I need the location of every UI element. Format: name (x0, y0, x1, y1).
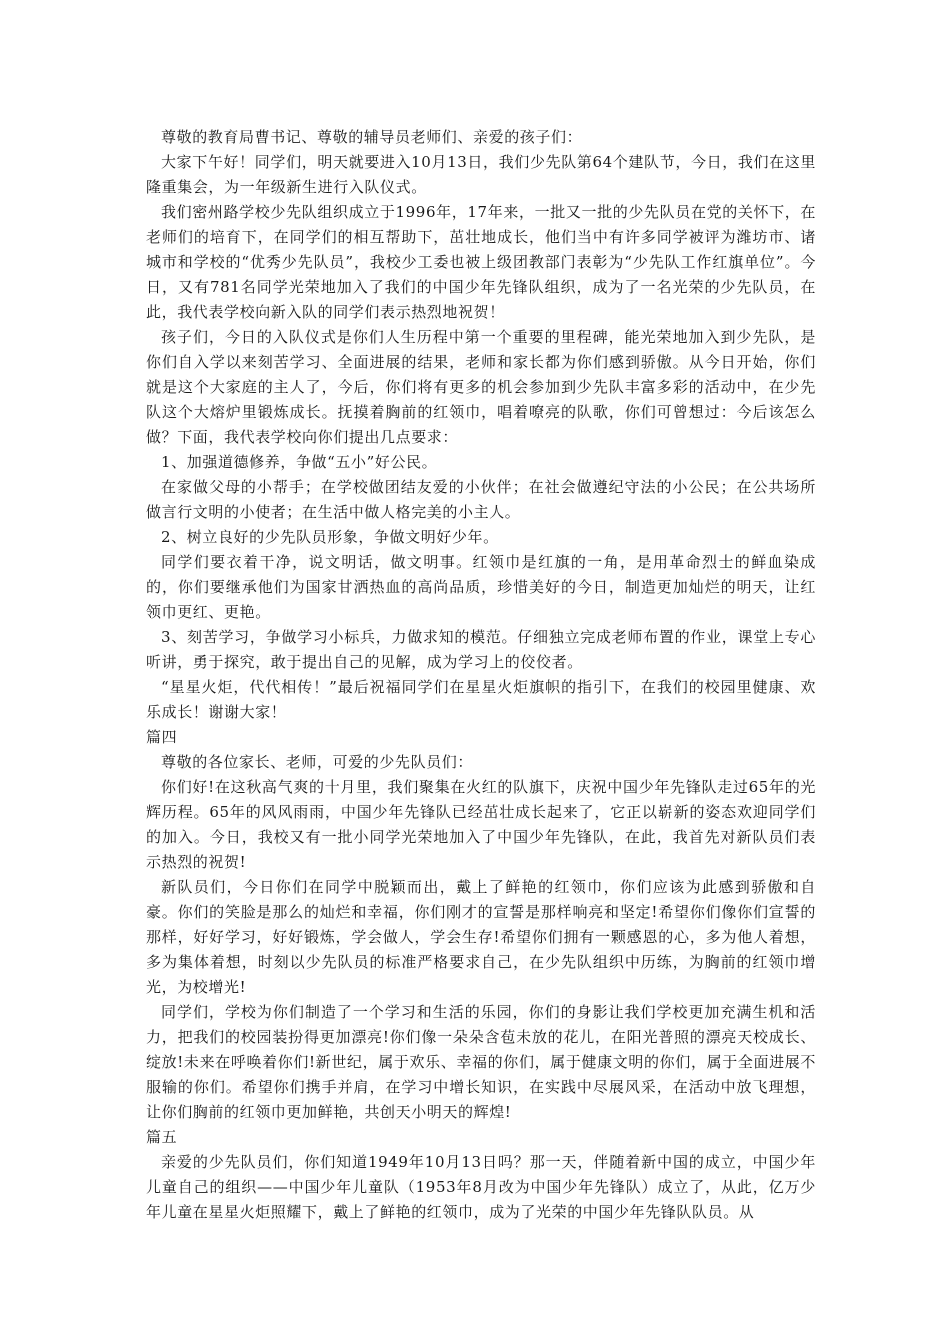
section-heading: 篇五 (146, 1128, 178, 1146)
body-paragraph: 新队员们，今日你们在同学中脱颖而出，戴上了鲜艳的红领巾，你们应该为此感到骄傲和自豪。你们的笑脸是那么的灿烂和幸福，你们刚才的宣誓是那样响亮和坚定!希望你们像你们宣誓的那样，好好学习，好好锻炼，学会做人，学会生存!希望你们拥有一颗感恩的心，多为他人着想，多为集体着想，时刻以少先队员的标准严格要求自己，在少先队组织中历练，为胸前的红领巾增光，为校增光! (146, 878, 816, 996)
list-item-paragraph: 1、加强道德修养，争做“五小”好公民。 (161, 453, 438, 471)
salutation-paragraph: 尊敬的教育局曹书记、尊敬的辅导员老师们、亲爱的孩子们： (161, 128, 583, 146)
list-item-paragraph: 2、树立良好的少先队员形象，争做文明好少年。 (161, 528, 499, 546)
document-body (146, 125, 816, 1225)
body-paragraph: 同学们，学校为你们制造了一个学习和生活的乐园，你们的身影让我们学校更加充满生机和活力，把我们的校园装扮得更加漂亮!你们像一朵朵含苞未放的花儿，在阳光普照的漂亮天校成长、绽放!未来在呼唤着你们!新世纪，属于欢乐、幸福的你们，属于健康文明的你们，属于全面进展不服输的你们。希望你们携手并肩，在学习中增长知识，在实践中尽展风采，在活动中放飞理想，让你们胸前的红领巾更加鲜艳，共创天小明天的辉煌! (146, 1003, 816, 1121)
body-paragraph: 亲爱的少先队员们，你们知道1949年10月13日吗？那一天，伴随着新中国的成立，中国少年儿童自己的组织——中国少年儿童队（1953年8月改为中国少年先锋队）成立了，从此，亿万少年儿童在星星火炬照耀下，戴上了鲜艳的红领巾，成为了光荣的中国少年先锋队队员。从 (146, 1153, 816, 1221)
body-paragraph: 同学们要衣着干净，说文明话，做文明事。红领巾是红旗的一角，是用革命烈士的鲜血染成的，你们要继承他们为国家甘洒热血的高尚品质，珍惜美好的今日，制造更加灿烂的明天，让红领巾更红、更艳。 (146, 553, 816, 621)
list-item-paragraph: 3、刻苦学习，争做学习小标兵，力做求知的模范。仔细独立完成老师布置的作业，课堂上专心听讲，勇于探究，敢于提出自己的见解，成为学习上的佼佼者。 (146, 628, 816, 671)
body-paragraph: 你们好!在这秋高气爽的十月里，我们聚集在火红的队旗下，庆祝中国少年先锋队走过65年的光辉历程。65年的风风雨雨，中国少年先锋队已经茁壮成长起来了，它正以崭新的姿态欢迎同学们的加入。今日，我校又有一批小同学光荣地加入了中国少年先锋队，在此，我首先对新队员们表示热烈的祝贺! (146, 778, 816, 871)
section-heading: 篇四 (146, 728, 178, 746)
body-paragraph: 在家做父母的小帮手；在学校做团结友爱的小伙伴；在社会做遵纪守法的小公民；在公共场所做言行文明的小使者；在生活中做人格完美的小主人。 (146, 478, 816, 521)
closing-paragraph: “星星火炬，代代相传！”最后祝福同学们在星星火炬旗帜的指引下，在我们的校园里健康、欢乐成长！谢谢大家！ (146, 678, 816, 721)
salutation-paragraph: 尊敬的各位家长、老师，可爱的少先队员们： (161, 753, 474, 771)
body-paragraph: 我们密州路学校少先队组织成立于1996年，17年来，一批又一批的少先队员在党的关怀下，在老师们的培育下，在同学们的相互帮助下，茁壮地成长，他们当中有许多同学被评为潍坊市、诸城市和学校的“优秀少先队员”，我校少工委也被上级团教部门表彰为“少先队工作红旗单位”。今日，又有781名同学光荣地加入了我们的中国少年先锋队组织，成为了一名光荣的少先队员，在此，我代表学校向新入队的同学们表示热烈地祝贺！ (146, 203, 816, 321)
body-paragraph: 孩子们，今日的入队仪式是你们人生历程中第一个重要的里程碑，能光荣地加入到少先队，是你们自入学以来刻苦学习、全面进展的结果，老师和家长都为你们感到骄傲。从今日开始，你们就是这个大家庭的主人了，今后，你们将有更多的机会参加到少先队丰富多彩的活动中，在少先队这个大熔炉里锻炼成长。抚摸着胸前的红领巾，唱着嘹亮的队歌，你们可曾想过：今后该怎么做？下面，我代表学校向你们提出几点要求： (146, 328, 816, 446)
body-paragraph: 大家下午好！同学们，明天就要进入10月13日，我们少先队第64个建队节，今日，我们在这里隆重集会，为一年级新生进行入队仪式。 (146, 153, 816, 196)
